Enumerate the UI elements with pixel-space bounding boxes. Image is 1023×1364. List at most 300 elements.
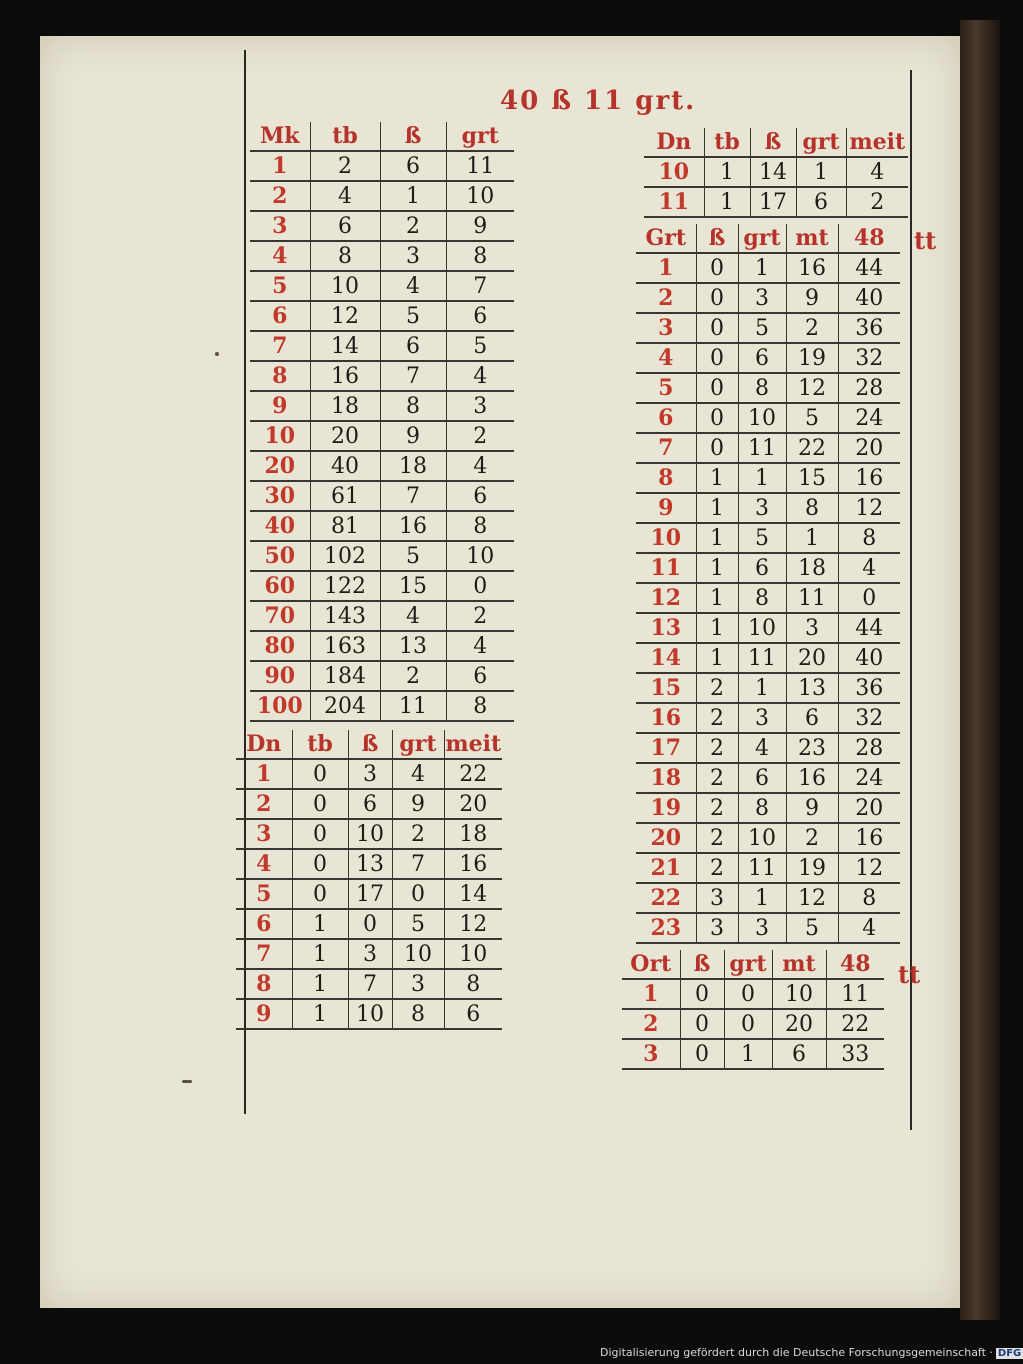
table-row [636,313,900,343]
dn-right-table-body [644,128,908,217]
row-label: 8 [236,969,292,999]
table-row [636,343,900,373]
table-cell: 1 [704,157,750,187]
column-header: 48 [838,224,900,253]
mark-table [250,122,514,722]
table-row [636,433,900,463]
table-cell: 4 [392,759,444,789]
table-cell: 0 [696,283,738,313]
table-cell: 0 [696,313,738,343]
table-cell: 2 [696,853,738,883]
table-cell: 3 [738,283,786,313]
table-cell: 6 [444,999,502,1029]
table-row [636,793,900,823]
row-label: 60 [250,571,310,601]
margin-note-grt: tt [914,226,937,255]
table-cell: 9 [446,211,514,241]
table-row [250,571,514,601]
table-cell: 24 [838,763,900,793]
row-label: 90 [250,661,310,691]
column-header: Dn [236,730,292,759]
table-cell: 9 [786,793,838,823]
table-cell: 16 [786,253,838,283]
row-label: 11 [636,553,696,583]
table-cell: 24 [838,403,900,433]
table-cell: 0 [392,879,444,909]
table-cell: 143 [310,601,380,631]
table-cell: 8 [738,793,786,823]
table-row [636,523,900,553]
table-cell: 184 [310,661,380,691]
table-row [636,763,900,793]
table-cell: 4 [310,181,380,211]
table-cell: 11 [380,691,446,721]
row-label: 14 [636,643,696,673]
row-label: 18 [636,763,696,793]
table-cell: 28 [838,373,900,403]
table-cell: 2 [380,211,446,241]
table-row [236,879,502,909]
row-label: 70 [250,601,310,631]
table-cell: 0 [292,789,348,819]
row-label: 15 [636,673,696,703]
row-label: 5 [236,879,292,909]
table-cell: 1 [292,939,348,969]
table-cell: 7 [392,849,444,879]
table-cell: 40 [838,643,900,673]
table-cell: 3 [696,913,738,943]
ink-speck [215,352,219,356]
column-header: 48 [826,950,884,979]
row-label: 2 [636,283,696,313]
table-cell: 22 [826,1009,884,1039]
table-row [250,151,514,181]
table-row [250,631,514,661]
table-cell: 19 [786,343,838,373]
row-label: 3 [236,819,292,849]
table-cell: 4 [446,361,514,391]
table-cell: 40 [310,451,380,481]
table-cell: 28 [838,733,900,763]
table-cell: 8 [786,493,838,523]
table-row [236,999,502,1029]
table-row [250,601,514,631]
table-cell: 5 [380,301,446,331]
table-row [636,283,900,313]
table-cell: 20 [838,793,900,823]
table-cell: 1 [292,999,348,1029]
table-row [250,421,514,451]
table-cell: 10 [738,613,786,643]
table-row [622,979,884,1009]
table-cell: 2 [696,793,738,823]
table-row [636,643,900,673]
table-cell: 4 [380,601,446,631]
row-label: 17 [636,733,696,763]
row-label: 3 [636,313,696,343]
table-cell: 1 [696,493,738,523]
table-cell: 15 [380,571,446,601]
table-row [250,451,514,481]
table-row [250,541,514,571]
table-cell: 204 [310,691,380,721]
table-row [636,253,900,283]
column-header: Grt [636,224,696,253]
column-header: meit [846,128,908,157]
table-cell: 6 [380,331,446,361]
table-cell: 6 [310,211,380,241]
ort-table [622,950,884,1070]
table-row [236,819,502,849]
table-cell: 5 [446,331,514,361]
table-cell: 1 [738,883,786,913]
table-cell: 20 [838,433,900,463]
table-cell: 8 [838,523,900,553]
table-cell: 0 [348,909,392,939]
row-label: 20 [250,451,310,481]
row-label: 9 [236,999,292,1029]
table-cell: 6 [796,187,846,217]
column-header: ß [696,224,738,253]
table-row [236,849,502,879]
table-cell: 0 [696,403,738,433]
table-cell: 17 [348,879,392,909]
table-cell: 61 [310,481,380,511]
table-cell: 1 [704,187,750,217]
table-row [636,403,900,433]
table-cell: 8 [738,583,786,613]
table-cell: 8 [738,373,786,403]
table-cell: 0 [680,1039,724,1069]
table-cell: 11 [738,643,786,673]
table-header-row [636,224,900,253]
table-row [636,853,900,883]
table-cell: 15 [786,463,838,493]
table-cell: 1 [738,673,786,703]
table-cell: 0 [292,819,348,849]
table-cell: 0 [724,1009,772,1039]
table-cell: 36 [838,673,900,703]
table-row [636,373,900,403]
table-cell: 4 [380,271,446,301]
row-label: 4 [250,241,310,271]
row-label: 6 [236,909,292,939]
table-cell: 19 [786,853,838,883]
column-header: grt [724,950,772,979]
row-label: 1 [622,979,680,1009]
table-cell: 16 [380,511,446,541]
table-cell: 3 [738,703,786,733]
table-cell: 1 [738,253,786,283]
table-row [622,1039,884,1069]
table-cell: 122 [310,571,380,601]
table-row [250,361,514,391]
table-cell: 2 [696,823,738,853]
row-label: 19 [636,793,696,823]
table-cell: 20 [772,1009,826,1039]
table-cell: 13 [348,849,392,879]
table-cell: 0 [838,583,900,613]
row-label: 2 [236,789,292,819]
table-cell: 6 [738,343,786,373]
table-row [636,733,900,763]
row-label: 4 [236,849,292,879]
table-cell: 0 [446,571,514,601]
table-row [636,913,900,943]
table-row [636,673,900,703]
table-cell: 2 [696,733,738,763]
table-cell: 11 [826,979,884,1009]
table-cell: 16 [786,763,838,793]
table-cell: 0 [724,979,772,1009]
mark-table-body [250,122,514,721]
table-cell: 2 [380,661,446,691]
row-label: 10 [636,523,696,553]
row-label: 10 [644,157,704,187]
column-header: ß [680,950,724,979]
table-cell: 1 [696,523,738,553]
table-cell: 44 [838,253,900,283]
table-cell: 23 [786,733,838,763]
table-cell: 0 [696,343,738,373]
table-cell: 2 [310,151,380,181]
table-cell: 32 [838,343,900,373]
column-header: meit [445,731,502,757]
table-cell: 10 [446,541,514,571]
row-label: 11 [644,187,704,217]
table-cell: 2 [446,421,514,451]
column-header: grt [796,128,846,157]
table-header-row [236,730,502,759]
table-cell: 7 [380,361,446,391]
table-cell: 10 [444,939,502,969]
row-label: 23 [636,913,696,943]
table-cell: 16 [838,463,900,493]
dn-left-table-body [236,730,502,1029]
table-cell: 10 [348,819,392,849]
table-row [250,481,514,511]
table-cell: 20 [786,643,838,673]
table-cell: 5 [738,523,786,553]
table-cell: 13 [786,673,838,703]
dn-left-table [236,730,502,1030]
table-cell: 12 [786,373,838,403]
table-cell: 10 [392,939,444,969]
dfg-logo: DFG [997,1348,1022,1359]
table-row [250,511,514,541]
table-cell: 12 [310,301,380,331]
table-cell: 16 [444,849,502,879]
table-cell: 1 [738,463,786,493]
row-label: 5 [636,373,696,403]
table-row [636,703,900,733]
table-cell: 7 [348,969,392,999]
table-cell: 0 [292,849,348,879]
table-cell: 6 [446,301,514,331]
row-label: 9 [250,391,310,421]
footer-text: Digitalisierung gefördert durch die Deutsche Forschungsgemeinschaft · [600,1346,993,1359]
table-cell: 4 [738,733,786,763]
table-cell: 16 [838,823,900,853]
table-cell: 4 [838,553,900,583]
book-edge [960,20,1000,1320]
column-header: tb [292,730,348,759]
table-cell: 18 [310,391,380,421]
table-cell: 8 [446,511,514,541]
table-cell: 4 [846,157,908,187]
row-label: 2 [622,1009,680,1039]
column-header: grt [392,730,444,759]
row-label: 9 [636,493,696,523]
table-cell: 4 [446,631,514,661]
row-label: 2 [250,181,310,211]
table-cell: 10 [310,271,380,301]
table-cell: 0 [292,879,348,909]
table-header-row [250,122,514,151]
table-row [250,301,514,331]
row-label: 1 [236,759,292,789]
table-cell: 2 [696,703,738,733]
grt-table-body [636,224,900,943]
table-row [644,187,908,217]
table-cell: 14 [750,157,796,187]
table-cell: 14 [310,331,380,361]
table-cell: 18 [380,451,446,481]
row-label: 10 [250,421,310,451]
table-cell: 0 [680,1009,724,1039]
table-row [636,493,900,523]
table-cell: 2 [696,673,738,703]
table-row [644,157,908,187]
table-row [622,1009,884,1039]
table-cell: 6 [786,703,838,733]
table-row [250,661,514,691]
row-label: 3 [250,211,310,241]
row-label: 1 [636,253,696,283]
table-cell: 3 [348,939,392,969]
row-label: 1 [250,151,310,181]
table-cell: 2 [786,313,838,343]
column-header: tb [310,122,380,151]
grt-table [636,224,900,944]
table-cell: 3 [348,759,392,789]
table-cell: 4 [446,451,514,481]
table-cell: 11 [786,583,838,613]
dn-right-table [644,128,908,218]
table-cell: 0 [696,253,738,283]
table-cell: 9 [392,789,444,819]
table-cell: 81 [310,511,380,541]
column-header: ß [348,730,392,759]
table-cell: 7 [446,271,514,301]
column-header: mt [772,950,826,979]
table-cell: 8 [380,391,446,421]
table-cell: 1 [292,969,348,999]
row-label: 7 [636,433,696,463]
table-row [236,759,502,789]
row-label: 7 [236,939,292,969]
row-label: 50 [250,541,310,571]
table-cell: 1 [696,643,738,673]
row-label: 8 [636,463,696,493]
table-cell: 8 [310,241,380,271]
table-cell: 12 [444,909,502,939]
table-cell: 2 [392,819,444,849]
column-header: Mk [250,122,310,151]
table-cell: 3 [696,883,738,913]
table-cell: 6 [446,661,514,691]
row-label: 7 [250,331,310,361]
table-cell: 2 [846,187,908,217]
table-row [250,211,514,241]
table-cell: 0 [680,979,724,1009]
ink-speck [182,1080,192,1083]
table-cell: 3 [446,391,514,421]
table-cell: 8 [838,883,900,913]
table-cell: 1 [292,909,348,939]
table-row [636,883,900,913]
table-cell: 7 [380,481,446,511]
row-label: 12 [636,583,696,613]
table-row [636,553,900,583]
table-cell: 8 [444,969,502,999]
row-label: 13 [636,613,696,643]
table-header-row [622,950,884,979]
table-row [250,271,514,301]
row-label: 16 [636,703,696,733]
table-cell: 8 [446,241,514,271]
table-cell: 4 [838,913,900,943]
table-row [236,969,502,999]
table-cell: 22 [786,433,838,463]
table-cell: 0 [696,433,738,463]
table-cell: 3 [738,913,786,943]
table-cell: 102 [310,541,380,571]
table-cell: 1 [696,463,738,493]
table-cell: 2 [446,601,514,631]
row-label: 6 [636,403,696,433]
column-header: mt [786,224,838,253]
table-cell: 18 [444,819,502,849]
table-cell: 6 [348,789,392,819]
table-cell: 12 [838,493,900,523]
row-label: 20 [636,823,696,853]
table-cell: 3 [786,613,838,643]
table-cell: 10 [348,999,392,1029]
table-row [250,331,514,361]
table-cell: 32 [838,703,900,733]
table-cell: 44 [838,613,900,643]
table-cell: 11 [738,853,786,883]
table-cell: 17 [750,187,796,217]
table-row [636,463,900,493]
column-header: ß [750,128,796,157]
table-cell: 1 [696,613,738,643]
table-cell: 1 [380,181,446,211]
column-header: grt [446,122,514,151]
table-cell: 5 [392,909,444,939]
table-cell: 163 [310,631,380,661]
table-cell: 8 [392,999,444,1029]
row-label: 6 [250,301,310,331]
row-label: 21 [636,853,696,883]
table-cell: 1 [796,157,846,187]
table-cell: 20 [310,421,380,451]
table-cell: 2 [786,823,838,853]
table-cell: 16 [310,361,380,391]
table-cell: 3 [392,969,444,999]
table-cell: 6 [446,481,514,511]
